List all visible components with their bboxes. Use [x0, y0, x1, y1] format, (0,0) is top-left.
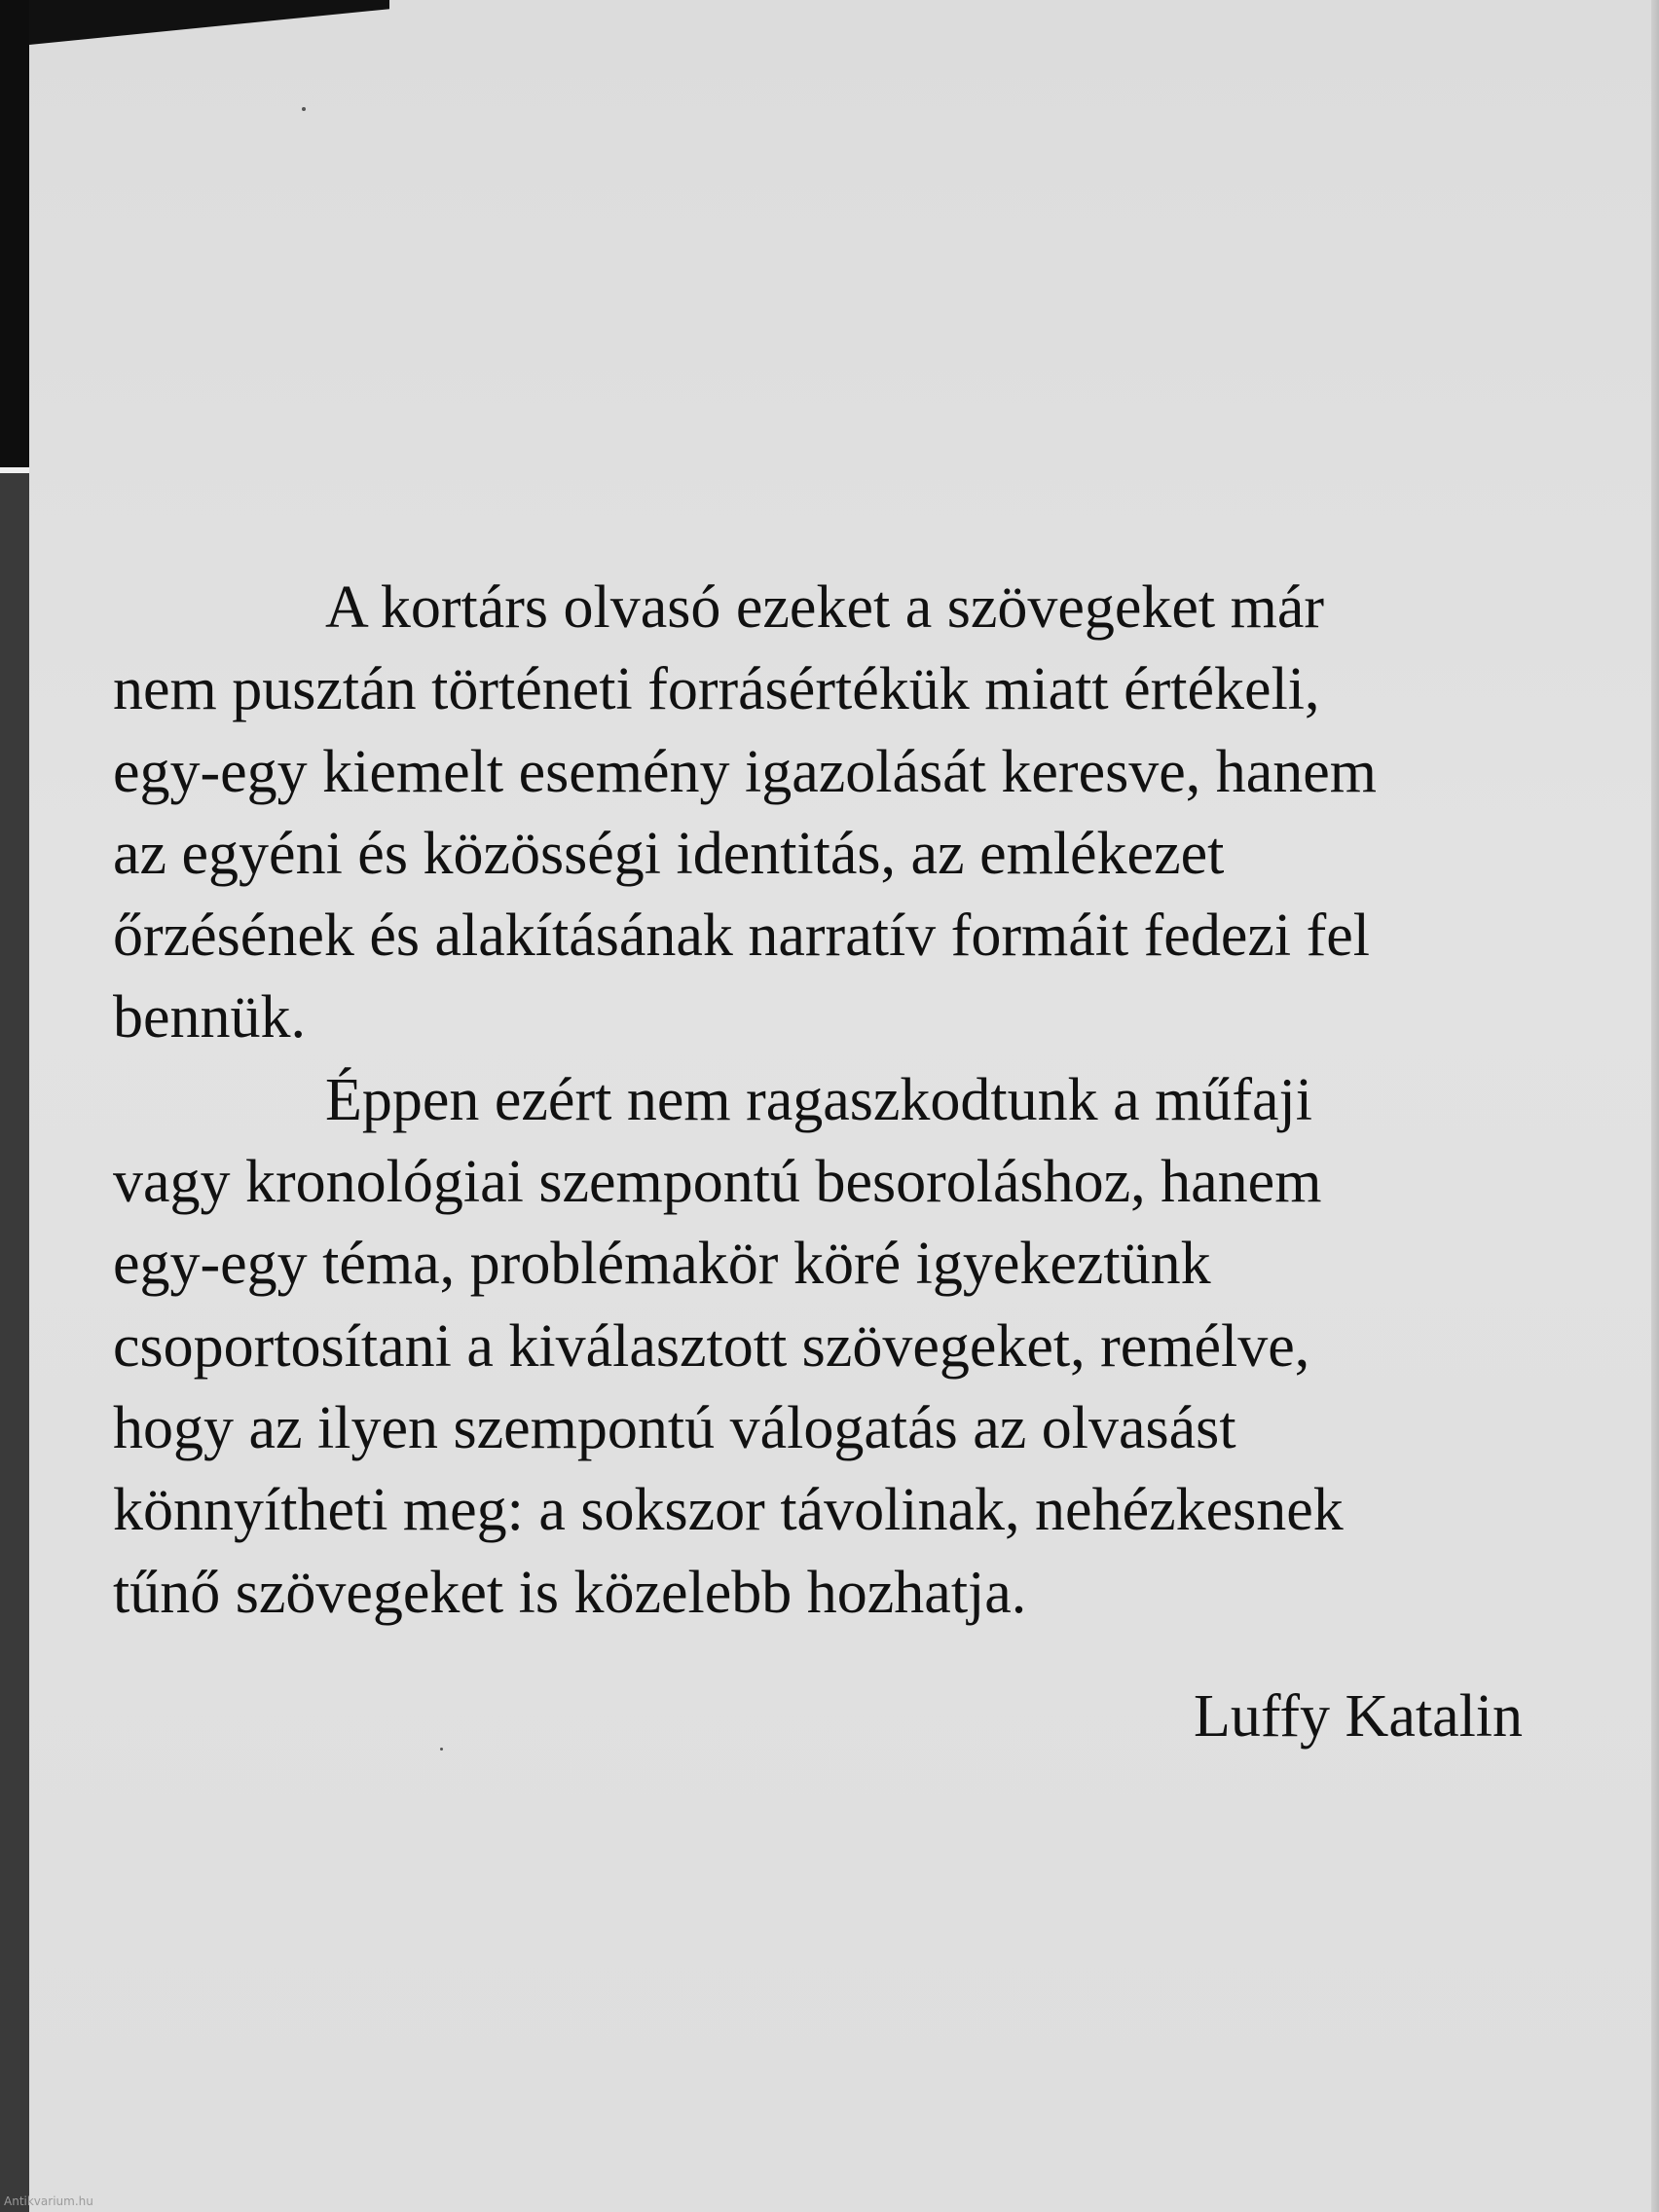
author-signature: Luffy Katalin: [1194, 1683, 1524, 1750]
paragraph-1-line-6: bennük.: [113, 984, 307, 1051]
paragraph-2-line-3: egy-egy téma, problémakör köré igyekeztünk: [113, 1231, 1211, 1298]
paragraph-1-line-5: őrzésének és alakításának narratív formáit fedezi fel: [113, 903, 1370, 970]
paragraph-1-line-1: A kortárs olvasó ezeket a szövegeket már: [325, 574, 1325, 641]
paper-speck: [302, 107, 306, 111]
paragraph-2-line-5: hogy az ilyen szempontú válogatás az olvasást: [113, 1394, 1236, 1461]
paragraph-1-line-3: egy-egy kiemelt esemény igazolását keresve, hanem: [113, 738, 1378, 805]
paragraph-2-line-4: csoportosítani a kiválasztott szövegeket, remélve,: [113, 1312, 1310, 1380]
paragraph-1-line-2: nem pusztán történeti forrásértékük miatt értékeli,: [113, 656, 1320, 723]
body-text: [113, 567, 1632, 1634]
paragraph-2-line-1: Éppen ezért nem ragaszkodtunk a műfaji: [325, 1066, 1312, 1133]
binding-edge-rule: [0, 467, 29, 473]
paper-speck: [440, 1748, 443, 1751]
watermark-text: Antikvarium.hu: [4, 2194, 93, 2208]
paragraph-1-line-4: az egyéni és közösségi identitás, az emlékezet: [113, 820, 1225, 887]
paragraph-2-line-2: vagy kronológiai szempontú besoroláshoz, hanem: [113, 1149, 1322, 1216]
page-right-edge: [1651, 0, 1659, 2212]
binding-edge-dark: [0, 0, 29, 467]
paragraph-2-line-7: tűnő szövegeket is közelebb hozhatja.: [113, 1559, 1027, 1626]
paragraph-2-line-6: könnyítheti meg: a sokszor távolinak, nehézkesnek: [113, 1477, 1344, 1544]
